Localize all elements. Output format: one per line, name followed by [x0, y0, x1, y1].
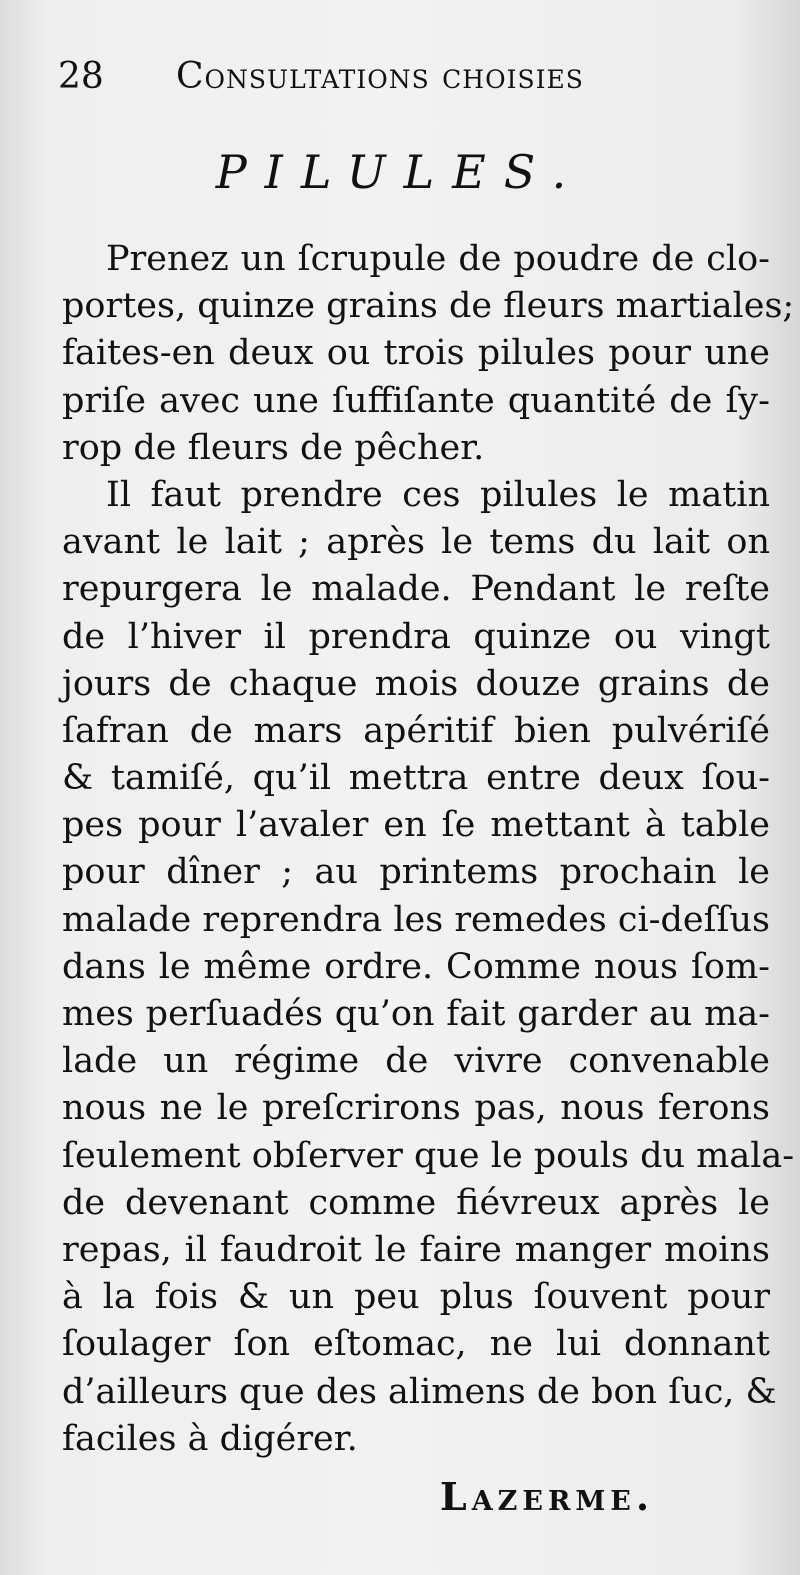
- section-title: PILULES.: [215, 145, 585, 199]
- text-line: jours de chaque mois douze grains de: [62, 663, 770, 704]
- text-line: d’ailleurs que des alimens de bon ſuc, &: [62, 1371, 777, 1412]
- text-line: faites-en deux ou trois pilules pour une: [62, 333, 770, 374]
- text-line: ſafran de mars apéritif bien pulvériſé: [62, 710, 770, 751]
- text-line: pes pour l’avaler en ſe mettant à table: [62, 805, 770, 846]
- text-line: malade reprendra les remedes ci-deſſus: [62, 899, 771, 940]
- text-line: Prenez un ſcrupule de poudre de clo-: [106, 239, 770, 279]
- text-line: à la fois & un peu plus ſouvent pour: [62, 1277, 770, 1318]
- body-text: [62, 236, 795, 1463]
- author-signature: Lazerme.: [440, 1474, 655, 1519]
- text-line: repas, il faudroit le faire manger moins: [62, 1229, 770, 1270]
- text-line: faciles à digérer.: [62, 1418, 358, 1459]
- text-line: mes perſuadés qu’on fait garder au ma-: [62, 994, 770, 1034]
- text-line: de devenant comme fiévreux après le: [62, 1182, 770, 1223]
- text-line: lade un régime de vivre convenable: [62, 1041, 770, 1082]
- text-line: priſe avec une ſuffiſante quantité de ſy-: [62, 380, 770, 421]
- running-head: Consultations choisies: [176, 56, 584, 97]
- text-line: Il faut prendre ces pilules le matin: [106, 474, 770, 515]
- text-line: de l’hiver il prendra quinze ou vingt: [62, 616, 770, 657]
- text-line: portes, quinze grains de fleurs martiales;: [62, 286, 795, 327]
- page-number: 28: [58, 56, 104, 97]
- text-line: avant le lait ; après le tems du lait on: [62, 522, 770, 563]
- text-line: ſoulager ſon eſtomac, ne lui donnant: [62, 1324, 770, 1365]
- text-line: repurgera le malade. Pendant le reſte: [62, 569, 770, 610]
- text-line: rop de fleurs de pêcher.: [62, 427, 485, 468]
- text-line: & tamiſé, qu’il mettra entre deux ſou-: [62, 758, 770, 799]
- text-line: dans le même ordre. Comme nous ſom-: [62, 946, 770, 987]
- text-line: nous ne le preſcrirons pas, nous ferons: [62, 1088, 770, 1129]
- page-header: [58, 52, 758, 102]
- text-line: ſeulement obſerver que le pouls du mala-: [62, 1135, 795, 1176]
- text-line: pour dîner ; au printems prochain le: [62, 852, 770, 893]
